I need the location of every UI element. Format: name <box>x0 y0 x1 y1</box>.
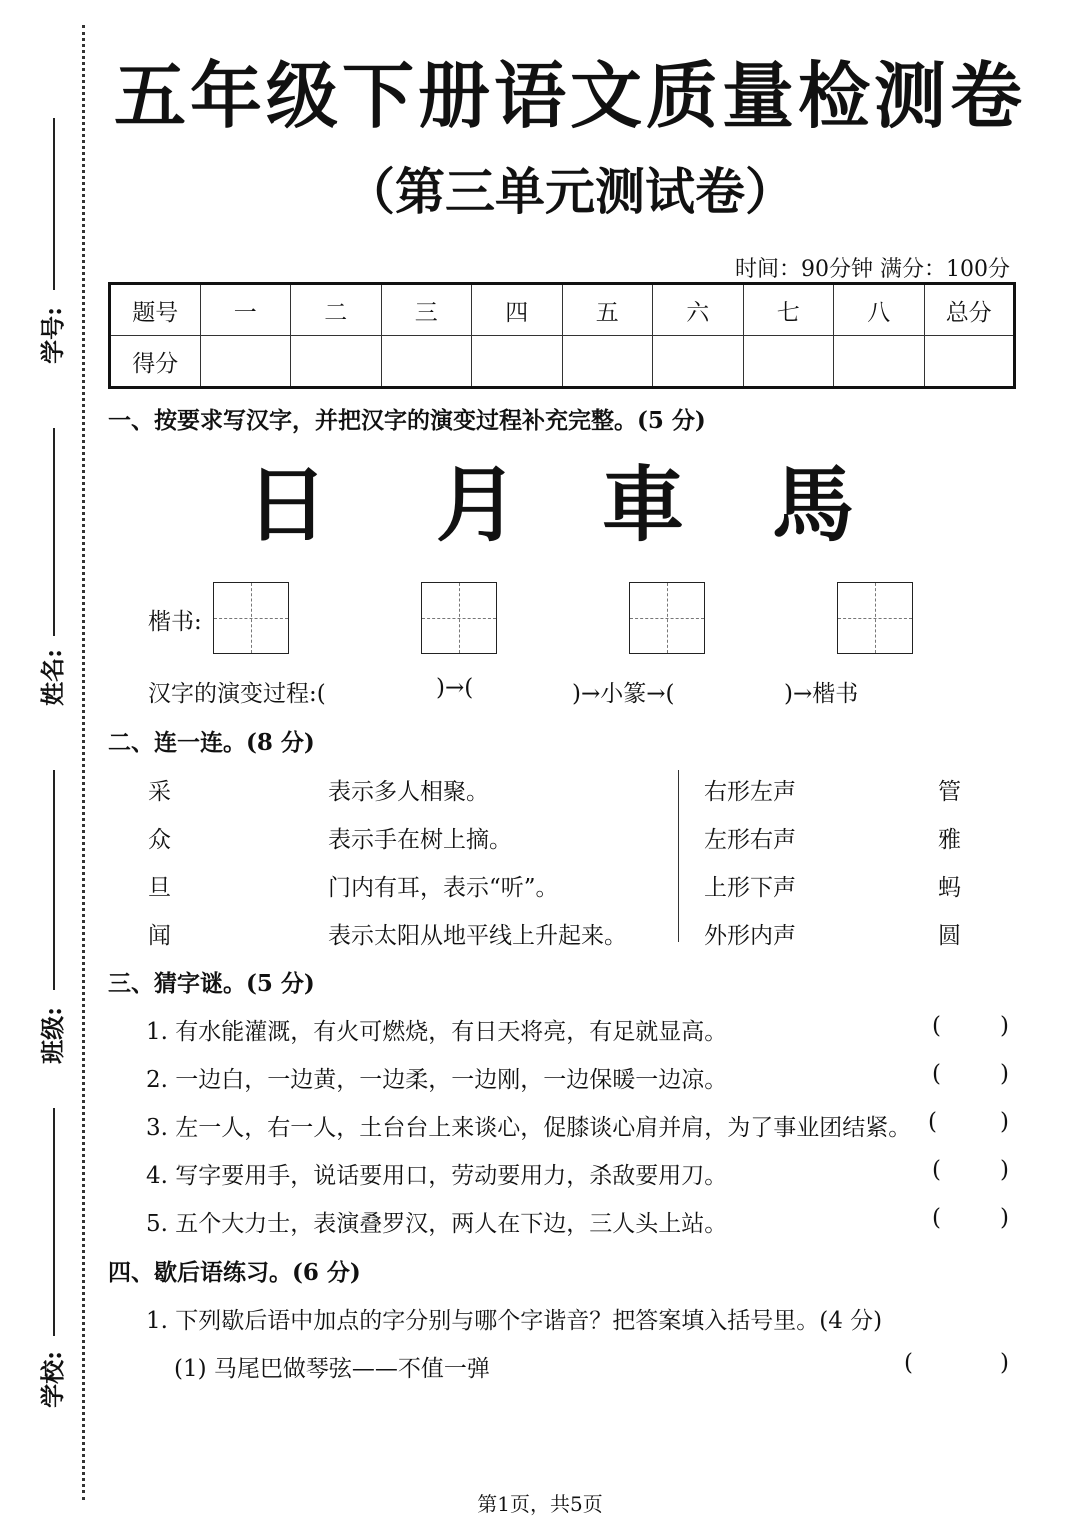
answer-paren-close[interactable]: ) <box>1000 1157 1009 1183</box>
match-meaning[interactable]: 表示太阳从地平线上升起来。 <box>328 923 627 949</box>
match-structure[interactable]: 左形右声 <box>704 827 796 853</box>
match-meaning[interactable]: 表示手在树上摘。 <box>328 827 512 853</box>
match-left-char[interactable]: 闻 <box>148 923 171 949</box>
section3-heading: 三、猜字谜。(5 分) <box>108 970 315 997</box>
score-header-cell: 七 <box>743 284 834 336</box>
section1-heading: 一、按要求写汉字，并把汉字的演变过程补充完整。(5 分) <box>108 407 706 434</box>
page-title: 五年级下册语文质量检测卷 <box>113 53 1026 138</box>
score-table <box>108 282 1016 389</box>
match-left-char[interactable]: 采 <box>148 779 171 805</box>
school-label: 学校: <box>37 1351 67 1408</box>
writing-grid-4[interactable] <box>837 582 913 654</box>
answer-paren-close[interactable]: ) <box>1000 1109 1009 1135</box>
match-right-char[interactable]: 蚂 <box>938 875 961 901</box>
score-cell[interactable] <box>743 336 834 388</box>
score-header-cell: 三 <box>381 284 472 336</box>
writing-grid-2[interactable] <box>421 582 497 654</box>
score-row-label: 得分 <box>110 336 201 388</box>
score-header-cell: 八 <box>834 284 925 336</box>
class-label: 班级: <box>37 1007 67 1064</box>
page-subtitle: （第三单元测试卷） <box>345 162 795 221</box>
score-table-header-row <box>110 284 1015 336</box>
student-id-label: 学号: <box>37 307 67 364</box>
score-header-cell: 六 <box>653 284 744 336</box>
match-right-char[interactable]: 雅 <box>938 827 961 853</box>
answer-paren-close[interactable]: ) <box>1000 1205 1009 1231</box>
score-cell[interactable] <box>472 336 563 388</box>
section4-question-1: 1. 下列歇后语中加点的字分别与哪个字谐音？把答案填入括号里。(4 分) <box>146 1308 883 1334</box>
seal-character-cart: 車 <box>602 457 685 553</box>
score-table-score-row <box>110 336 1015 388</box>
match-left-char[interactable]: 旦 <box>148 875 171 901</box>
evolution-part-3: )→小篆→( <box>572 681 675 707</box>
name-line <box>53 428 55 636</box>
name-label: 姓名: <box>37 649 67 706</box>
match-structure[interactable]: 外形内声 <box>704 923 796 949</box>
riddle-item: 1. 有水能灌溉，有火可燃烧，有日天将亮，有足就显高。 <box>146 1019 728 1045</box>
match-left-char[interactable]: 众 <box>148 827 171 853</box>
riddle-item: 4. 写字要用手，说话要用口，劳动要用力，杀敌要用刀。 <box>146 1163 728 1189</box>
score-cell[interactable] <box>834 336 925 388</box>
riddle-item: 2. 一边白，一边黄，一边柔，一边刚，一边保暖一边凉。 <box>146 1067 728 1093</box>
score-cell[interactable] <box>924 336 1015 388</box>
section4-heading: 四、歇后语练习。(6 分) <box>108 1259 361 1286</box>
answer-paren-open[interactable]: ( <box>928 1109 937 1135</box>
match-structure[interactable]: 上形下声 <box>704 875 796 901</box>
score-cell[interactable] <box>291 336 382 388</box>
answer-paren-open[interactable]: ( <box>904 1350 913 1376</box>
score-header-cell: 二 <box>291 284 382 336</box>
match-right-char[interactable]: 圆 <box>938 923 961 949</box>
page-number: 第1页，共5页 <box>477 1492 603 1516</box>
answer-paren-open[interactable]: ( <box>932 1013 941 1039</box>
kaishu-label: 楷书: <box>148 609 202 635</box>
answer-paren-close[interactable]: ) <box>1000 1013 1009 1039</box>
answer-paren-close[interactable]: ) <box>1000 1061 1009 1087</box>
score-header-cell: 总分 <box>924 284 1015 336</box>
section4-question-1-1: (1) 马尾巴做琴弦——不值一弹 <box>174 1356 490 1382</box>
answer-paren-open[interactable]: ( <box>932 1205 941 1231</box>
seal-character-sun: 日 <box>246 457 329 553</box>
writing-grid-3[interactable] <box>629 582 705 654</box>
seal-character-moon: 月 <box>436 457 519 553</box>
score-cell[interactable] <box>200 336 291 388</box>
answer-paren-close[interactable]: ) <box>1000 1350 1009 1376</box>
match-right-char[interactable]: 管 <box>938 779 961 805</box>
class-line <box>53 770 55 990</box>
score-cell[interactable] <box>562 336 653 388</box>
student-id-line <box>53 118 55 290</box>
score-header-cell: 题号 <box>110 284 201 336</box>
answer-paren-open[interactable]: ( <box>932 1157 941 1183</box>
match-meaning[interactable]: 表示多人相聚。 <box>328 779 489 805</box>
riddle-item: 3. 左一人，右一人，土台台上来谈心，促膝谈心肩并肩，为了事业团结紧。 <box>146 1115 912 1141</box>
match-column-divider <box>678 770 679 942</box>
match-meaning[interactable]: 门内有耳，表示“听”。 <box>328 875 559 901</box>
score-header-cell: 四 <box>472 284 563 336</box>
evolution-label: 汉字的演变过程:( <box>148 681 326 707</box>
score-header-cell: 一 <box>200 284 291 336</box>
exam-meta: 时间：90分钟 满分：100分 <box>735 257 1010 282</box>
binding-dotted-line <box>82 25 85 1500</box>
evolution-part-2: )→( <box>436 675 474 701</box>
answer-paren-open[interactable]: ( <box>932 1061 941 1087</box>
seal-character-horse: 馬 <box>772 457 855 553</box>
section2-heading: 二、连一连。(8 分) <box>108 729 315 756</box>
score-cell[interactable] <box>381 336 472 388</box>
evolution-part-4: )→楷书 <box>784 681 859 707</box>
school-line <box>53 1108 55 1336</box>
score-header-cell: 五 <box>562 284 653 336</box>
riddle-item: 5. 五个大力士，表演叠罗汉，两人在下边，三人头上站。 <box>146 1211 728 1237</box>
score-cell[interactable] <box>653 336 744 388</box>
writing-grid-1[interactable] <box>213 582 289 654</box>
match-structure[interactable]: 右形左声 <box>704 779 796 805</box>
